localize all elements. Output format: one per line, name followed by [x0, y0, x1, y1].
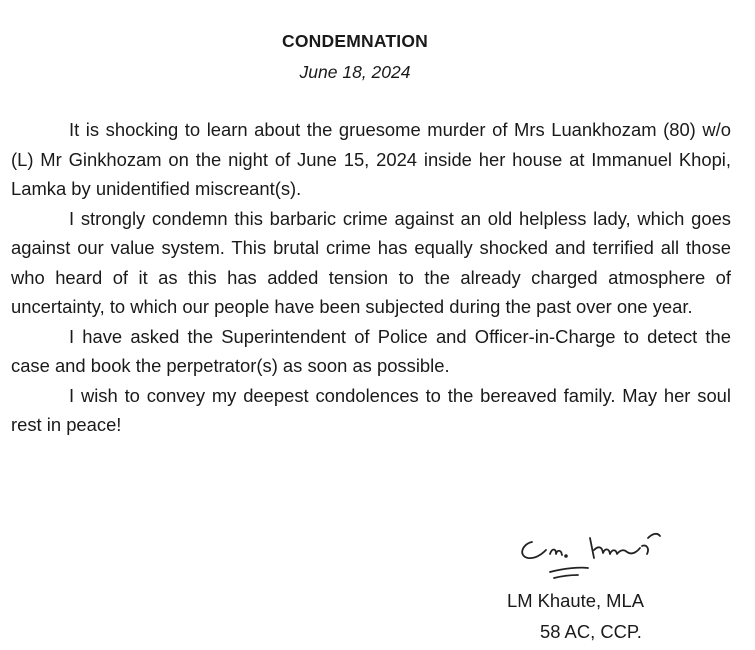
paragraph-condemnation: I strongly condemn this barbaric crime against an old helpless lady, which goes against our value system. This brutal crime has equally shocked and terrified all those who heard of it as this has added tension to the already charged atmosphere of uncertainty, to which our people have been subjected during the past over one year. — [11, 207, 731, 317]
paragraph-condolences: I wish to convey my deepest condolences to the bereaved family. May her soul rest in peace! — [11, 384, 731, 435]
handwritten-signature — [510, 520, 670, 590]
statement-body — [11, 115, 731, 440]
signatory-constituency: 58 AC, CCP. — [540, 621, 642, 642]
statement-title: CONDEMNATION — [282, 31, 428, 51]
signatory-name: LM Khaute, MLA — [507, 590, 644, 611]
paragraph-police-request: I have asked the Superintendent of Police and Officer-in-Charge to detect the case and book the perpetrator(s) as soon as possible. — [11, 325, 731, 376]
statement-date: June 18, 2024 — [299, 62, 411, 82]
paragraph-incident: It is shocking to learn about the gruesome murder of Mrs Luankhozam (80) w/o (L) Mr Ginkhozam on the night of June 15, 2024 inside her house at Immanuel Khopi, Lamka by unidentified miscreant(s). — [11, 119, 731, 199]
